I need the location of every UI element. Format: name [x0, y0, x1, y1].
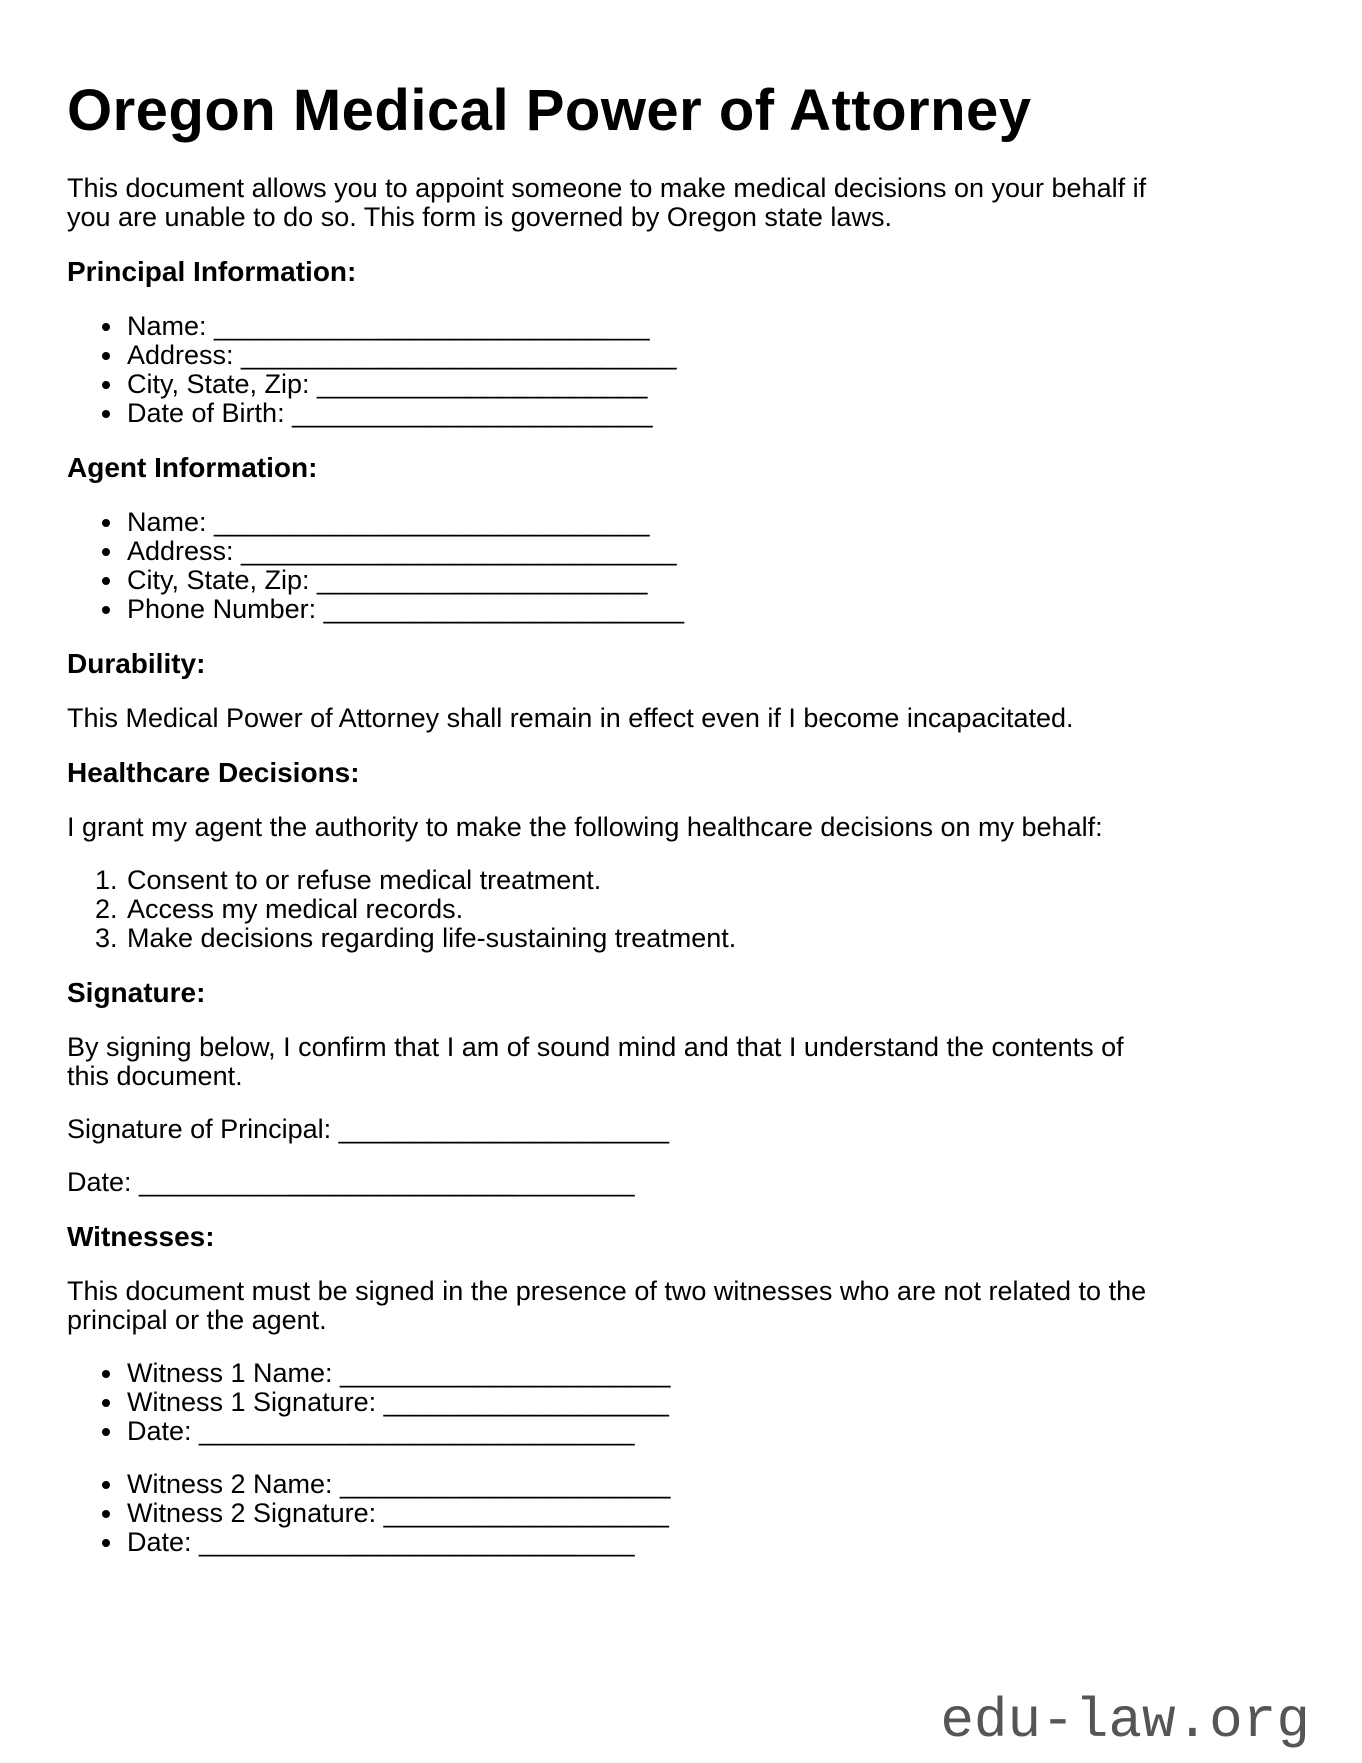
witness1-signature-field: • Witness 1 Signature: ___________________ [125, 1388, 1147, 1417]
decision-item-records: 2. Access my medical records. [125, 895, 1147, 924]
durability-paragraph: This Medical Power of Attorney shall remain in effect even if I become incapacitated. [67, 703, 1074, 733]
witness2-signature-field: • Witness 2 Signature: ___________________ [125, 1499, 1147, 1528]
signature-paragraph: By signing below, I confirm that I am of sound mind and that I understand the contents of this document. [67, 1032, 1124, 1091]
durability-heading: Durability: [67, 648, 206, 679]
signature-of-principal-line: Signature of Principal: ______________________ [67, 1114, 670, 1144]
principal-date-of-birth-field: • Date of Birth: ________________________ [125, 399, 1147, 428]
agent-address-field: • Address: _____________________________ [125, 537, 1147, 566]
witness1-name-field: • Witness 1 Name: ______________________ [125, 1359, 1147, 1388]
document-title: Oregon Medical Power of Attorney [67, 78, 1032, 143]
principal-address-field: • Address: _____________________________ [125, 341, 1147, 370]
decision-item-life-sustaining: 3. Make decisions regarding life-sustaining treatment. [125, 924, 1147, 953]
principal-information-heading: Principal Information: [67, 256, 357, 287]
principal-fields-list [67, 312, 1147, 428]
witness1-date-field: • Date: _____________________________ [125, 1417, 1147, 1446]
agent-information-heading: Agent Information: [67, 452, 318, 483]
agent-city-state-zip-field: • City, State, Zip: ______________________ [125, 566, 1147, 595]
watermark: edu-law.org [940, 1689, 1310, 1753]
agent-phone-number-field: • Phone Number: ________________________ [125, 595, 1147, 624]
intro-paragraph: This document allows you to appoint someone to make medical decisions on your behalf if you are unable to do so. This form is governed by Oregon state laws. [67, 173, 1147, 232]
signature-heading: Signature: [67, 977, 206, 1008]
witness2-name-field: • Witness 2 Name: ______________________ [125, 1470, 1147, 1499]
witness2-fields-list [67, 1470, 1147, 1557]
witnesses-paragraph: This document must be signed in the presence of two witnesses who are not related to the principal or the agent. [67, 1276, 1147, 1335]
principal-name-field: • Name: _____________________________ [125, 312, 1147, 341]
decision-item-consent: 1. Consent to or refuse medical treatment. [125, 866, 1147, 895]
healthcare-decisions-heading: Healthcare Decisions: [67, 757, 360, 788]
witness1-fields-list [67, 1359, 1147, 1446]
healthcare-decisions-paragraph: I grant my agent the authority to make the following healthcare decisions on my behalf: [67, 812, 1103, 842]
signature-date-line: Date: _________________________________ [67, 1167, 635, 1197]
witness2-date-field: • Date: _____________________________ [125, 1528, 1147, 1557]
agent-fields-list [67, 508, 1147, 624]
healthcare-decisions-list [67, 866, 1147, 953]
agent-name-field: • Name: _____________________________ [125, 508, 1147, 537]
principal-city-state-zip-field: • City, State, Zip: ______________________ [125, 370, 1147, 399]
witnesses-heading: Witnesses: [67, 1221, 215, 1252]
